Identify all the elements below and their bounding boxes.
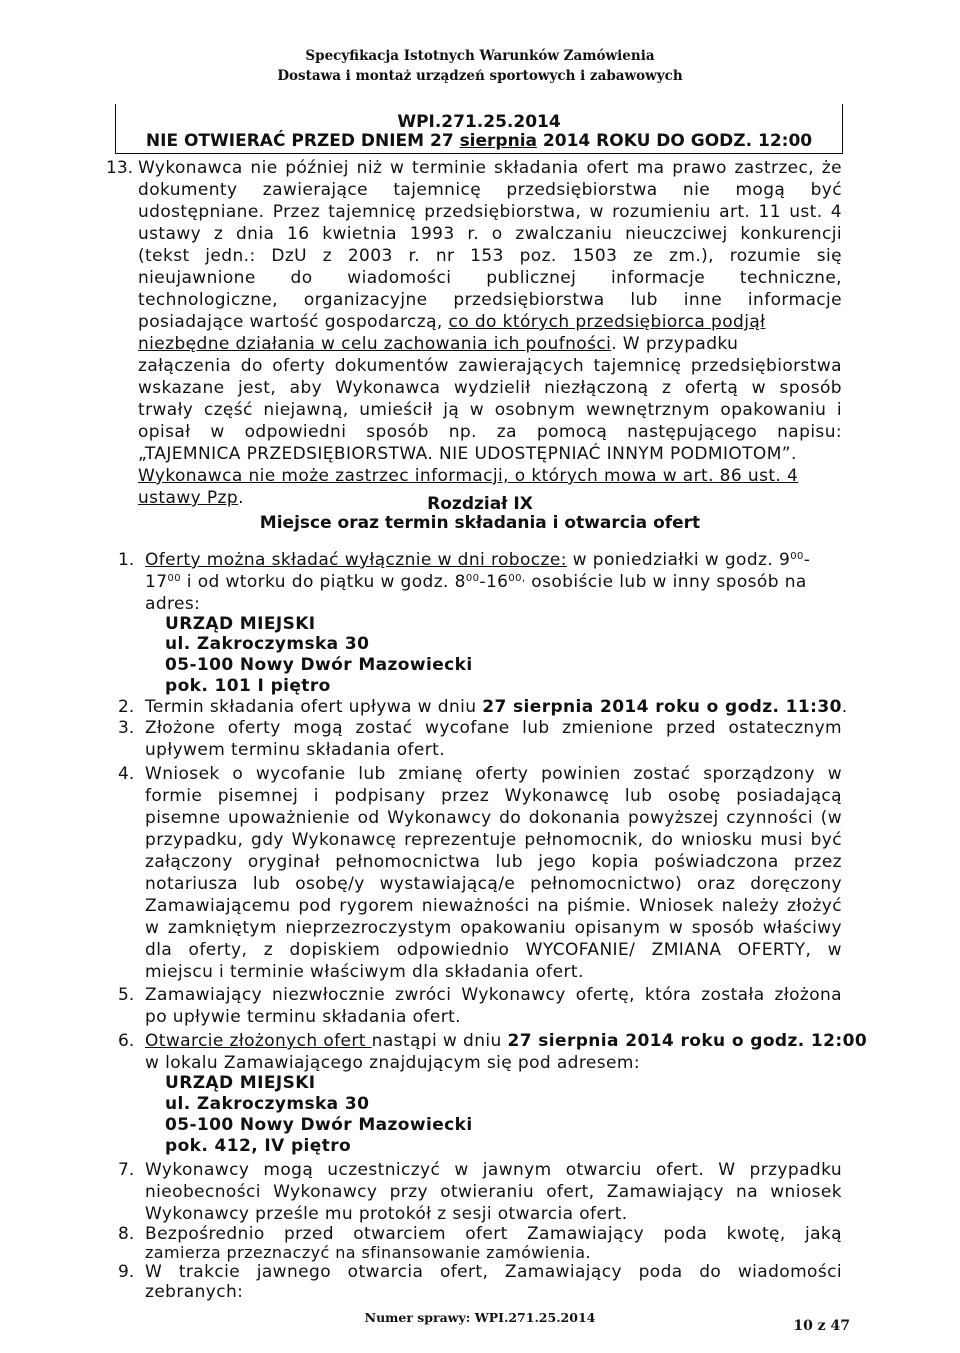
paragraph-line: (tekst jedn.: DzU z 2003 r. nr 153 poz. 1503 ze zm.), rozumie się bbox=[138, 246, 842, 266]
paragraph-line: Bezpośrednio przed otwarciem ofert Zamawiający poda kwotę, jaką bbox=[145, 1224, 842, 1244]
paragraph-line: pisemne upoważnienie od Wykonawcy do dokonania powyższej czynności (w bbox=[145, 808, 842, 828]
address-line: pok. 412, IV piętro bbox=[165, 1136, 352, 1156]
paragraph-line: trwały część niejawną, umieścił ją w osobnym wewnętrznym opakowaniu i bbox=[138, 400, 842, 420]
paragraph-line: Wykonawca nie może zastrzec informacji, o których mowa w art. 86 ust. 4 bbox=[138, 466, 799, 486]
chapter-subtitle: Miejsce oraz termin składania i otwarcia ofert bbox=[259, 513, 701, 533]
paragraph-line: notariusza lub osobę/y wystawiającą/e pełnomocnictwo) oraz doręczony bbox=[145, 874, 842, 894]
paragraph-line: w zamkniętym nieprzezroczystym opakowaniu opisanym w sposób właściwy bbox=[145, 918, 842, 938]
notice-box bbox=[115, 104, 843, 154]
notice-ref: WPI.271.25.2014 bbox=[397, 112, 561, 132]
paragraph-line: upływem terminu składania ofert. bbox=[145, 740, 446, 760]
paragraph-line: załączenia do oferty dokumentów zawierających tajemnicę przedsiębiorstwa bbox=[138, 356, 842, 376]
paragraph-line: W trakcie jawnego otwarcia ofert, Zamawiający poda do wiadomości bbox=[145, 1262, 842, 1282]
address-line: ul. Zakroczymska 30 bbox=[165, 1094, 370, 1114]
item-number: 6. bbox=[118, 1031, 135, 1051]
paragraph-line: opisał w odpowiedni sposób np. za pomocą następującego napisu: bbox=[138, 422, 842, 442]
paragraph-line: dokumenty zawierające tajemnicę przedsiębiorstwa nie mogą być bbox=[138, 180, 842, 200]
paragraph-line: po upływie terminu składania ofert. bbox=[145, 1007, 461, 1027]
item-number: 4. bbox=[118, 764, 135, 784]
item-number: 9. bbox=[118, 1262, 135, 1282]
paragraph-line: miejscu i terminie właściwym dla składania ofert. bbox=[145, 962, 584, 982]
paragraph-line: „TAJEMNICA PRZEDSIĘBIORSTWA. NIE UDOSTĘPNIAĆ INNYM PODMIOTOM”. bbox=[138, 444, 797, 464]
paragraph-line: Zamawiający niezwłocznie zwróci Wykonawcy ofertę, która została złożona bbox=[145, 985, 842, 1005]
paragraph-line: przypadku, gdy Wykonawcę reprezentuje pełnomocnik, do wniosku musi być bbox=[145, 830, 842, 850]
item-number: 5. bbox=[118, 985, 135, 1005]
address-line: URZĄD MIEJSKI bbox=[165, 1073, 316, 1093]
paragraph-line: ustawy Pzp. bbox=[138, 488, 244, 508]
paragraph-line: Otwarcie złożonych ofert nastąpi w dniu 27 sierpnia 2014 roku o godz. 12:00 bbox=[145, 1031, 868, 1051]
address-line: URZĄD MIEJSKI bbox=[165, 614, 316, 634]
paragraph-line: Wniosek o wycofanie lub zmianę oferty powinien zostać sporządzony w bbox=[145, 764, 842, 784]
chapter-title: Rozdział IX bbox=[427, 494, 533, 514]
paragraph-line: nieujawnione do wiadomości publicznej informacje techniczne, bbox=[138, 268, 842, 288]
header-title-line2: Dostawa i montaż urządzeń sportowych i zabawowych bbox=[277, 68, 683, 84]
item-number: 13. bbox=[106, 158, 134, 178]
paragraph-line: $17^{00}$ i od wtorku do piątku w godz. $8^{00}-16^{00,}$ osobiście lub w inny sposób na bbox=[145, 572, 807, 592]
paragraph-line: zebranych: bbox=[145, 1282, 244, 1302]
paragraph-line: załączony oryginał pełnomocnictwa lub jego kopia poświadczona przez bbox=[145, 852, 842, 872]
paragraph-line: wskazane jest, aby Wykonawca wydzielił niezłączoną z ofertą w sposób bbox=[138, 378, 842, 398]
address-line: 05-100 Nowy Dwór Mazowiecki bbox=[165, 655, 473, 675]
paragraph-line: formie pisemnej i podpisany przez Wykonawcę lub osobę posiadającą bbox=[145, 786, 842, 806]
address-line: pok. 101 I piętro bbox=[165, 676, 331, 696]
paragraph-line: Wykonawcy prześle mu protokół z sesji otwarcia ofert. bbox=[145, 1204, 628, 1224]
paragraph-line: Wykonawca nie później niż w terminie składania ofert ma prawo zastrzec, że bbox=[138, 158, 842, 178]
item-number: 2. bbox=[118, 697, 135, 717]
paragraph-line: adres: bbox=[145, 594, 201, 614]
item-number: 1. bbox=[118, 550, 135, 570]
paragraph-line: Termin składania ofert upływa w dniu 27 sierpnia 2014 roku o godz. 11:30. bbox=[145, 697, 848, 717]
paragraph-line: Oferty można składać wyłącznie w dni robocze: w poniedziałki w godz. $9^{00}-$ bbox=[145, 550, 811, 570]
paragraph-line: posiadające wartość gospodarczą, co do których przedsiębiorca podjął bbox=[138, 312, 766, 332]
address-line: ul. Zakroczymska 30 bbox=[165, 634, 370, 654]
item-number: 7. bbox=[118, 1160, 135, 1180]
paragraph-line: Zamawiającemu pod rygorem nieważności na piśmie. Wniosek należy złożyć bbox=[145, 896, 842, 916]
paragraph-line: ustawy z dnia 16 kwietnia 1993 r. o zwalczaniu nieuczciwej konkurencji bbox=[138, 224, 842, 244]
paragraph-line: Złożone oferty mogą zostać wycofane lub zmienione przed ostatecznym bbox=[145, 718, 842, 738]
header-title-line1: Specyfikacja Istotnych Warunków Zamówienia bbox=[305, 48, 655, 64]
paragraph-line: udostępniane. Przez tajemnicę przedsiębiorstwa, w rozumieniu art. 11 ust. 4 bbox=[138, 202, 842, 222]
footer-case-number: Numer sprawy: WPI.271.25.2014 bbox=[364, 1310, 596, 1325]
item-number: 3. bbox=[118, 718, 135, 738]
paragraph-line: w lokalu Zamawiającego znajdującym się pod adresem: bbox=[145, 1053, 640, 1073]
paragraph-line: Wykonawcy mogą uczestniczyć w jawnym otwarciu ofert. W przypadku bbox=[145, 1160, 842, 1180]
paragraph-line: niezbędne działania w celu zachowania ich poufności. W przypadku bbox=[138, 334, 739, 354]
item-number: 8. bbox=[118, 1224, 135, 1244]
page-number: 10 z 47 bbox=[793, 1318, 850, 1334]
paragraph-line: nieobecności Wykonawcy przy otwieraniu ofert, Zamawiający na wniosek bbox=[145, 1182, 842, 1202]
paragraph-line: dla oferty, z dopiskiem odpowiednio WYCOFANIE/ ZMIANA OFERTY, w bbox=[145, 940, 842, 960]
paragraph-line: zamierza przeznaczyć na sfinansowanie zamówienia. bbox=[145, 1243, 591, 1262]
notice-warning: NIE OTWIERAĆ PRZED DNIEM 27 sierpnia 2014 ROKU DO GODZ. 12:00 bbox=[145, 131, 813, 151]
paragraph-line: technologiczne, organizacyjne przedsiębiorstwa lub inne informacje bbox=[138, 290, 842, 310]
address-line: 05-100 Nowy Dwór Mazowiecki bbox=[165, 1115, 473, 1135]
